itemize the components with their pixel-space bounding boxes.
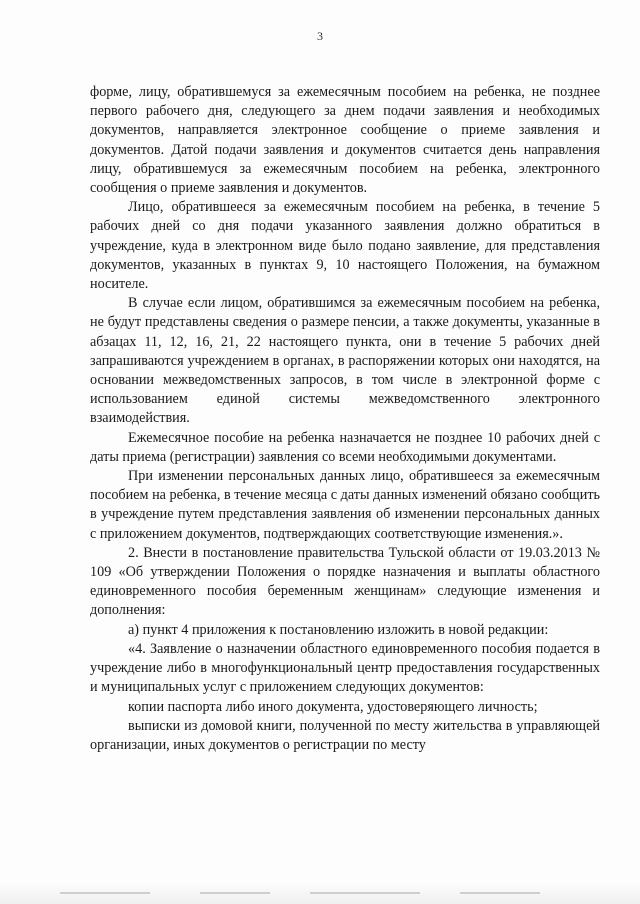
paragraph: Лицо, обратившееся за ежемесячным пособием на ребенка, в течение 5 рабочих дней со дня подачи указанного заявления должно обратиться в учреждение, куда в электронном виде было подано заявление, для представления документов, указанных в пунктах 9, 10 настоящего Положения, на бумажном носителе.	[90, 199, 600, 293]
document-body	[90, 83, 600, 755]
page-number: 3	[317, 29, 323, 43]
scan-artifact	[60, 892, 150, 894]
paragraph: форме, лицу, обратившемуся за ежемесячным пособием на ребенка, не позднее первого рабочего дня, следующего за днем подачи заявления и необходимых документов, направляется электронное сообщение о приеме заявления и документов. Датой подачи заявления и документов считается день направления лицу, обратившемуся за ежемесячным пособием на ребенка, электронного сообщения о приеме заявления и документов.	[90, 84, 600, 197]
paragraph: В случае если лицом, обратившимся за ежемесячным пособием на ребенка, не будут представлены сведения о размере пенсии, а также документы, указанные в абзацах 11, 12, 16, 21, 22 настоящего пункта, они в течение 5 рабочих дней запрашиваются учреждением в органах, в распоряжении которых они находятся, на основании межведомственных запросов, в том числе в электронной форме с использованием единой системы межведомственного электронного взаимодействия.	[90, 295, 600, 427]
paragraph: «4. Заявление о назначении областного единовременного пособия подается в учреждение либо в многофункциональный центр предоставления государственных и муниципальных услуг с приложением следующих документов:	[90, 640, 600, 696]
scan-artifact	[460, 892, 540, 894]
scan-artifact	[200, 892, 270, 894]
paragraph: копии паспорта либо иного документа, удостоверяющего личность;	[128, 698, 538, 715]
paragraph: Ежемесячное пособие на ребенка назначается не позднее 10 рабочих дней с даты приема (регистрации) заявления со всеми необходимыми документами.	[90, 429, 600, 465]
scan-artifact	[310, 892, 420, 894]
paragraph: выписки из домовой книги, полученной по месту жительства в управляющей организации, иных документов о регистрации по месту	[90, 717, 600, 753]
paragraph: 2. Внести в постановление правительства Тульской области от 19.03.2013 № 109 «Об утверждении Положения о порядке назначения и выплаты областного единовременного пособия беременным женщинам» следующие изменения и дополнения:	[90, 544, 600, 619]
paragraph: При изменении персональных данных лицо, обратившееся за ежемесячным пособием на ребенка, в течение месяца с даты данных изменений обязано сообщить в учреждение путем представления заявления об изменении персональных данных с приложением документов, подтверждающих соответствующие изменения.».	[90, 468, 600, 542]
paragraph: а) пункт 4 приложения к постановлению изложить в новой редакции:	[128, 621, 549, 638]
